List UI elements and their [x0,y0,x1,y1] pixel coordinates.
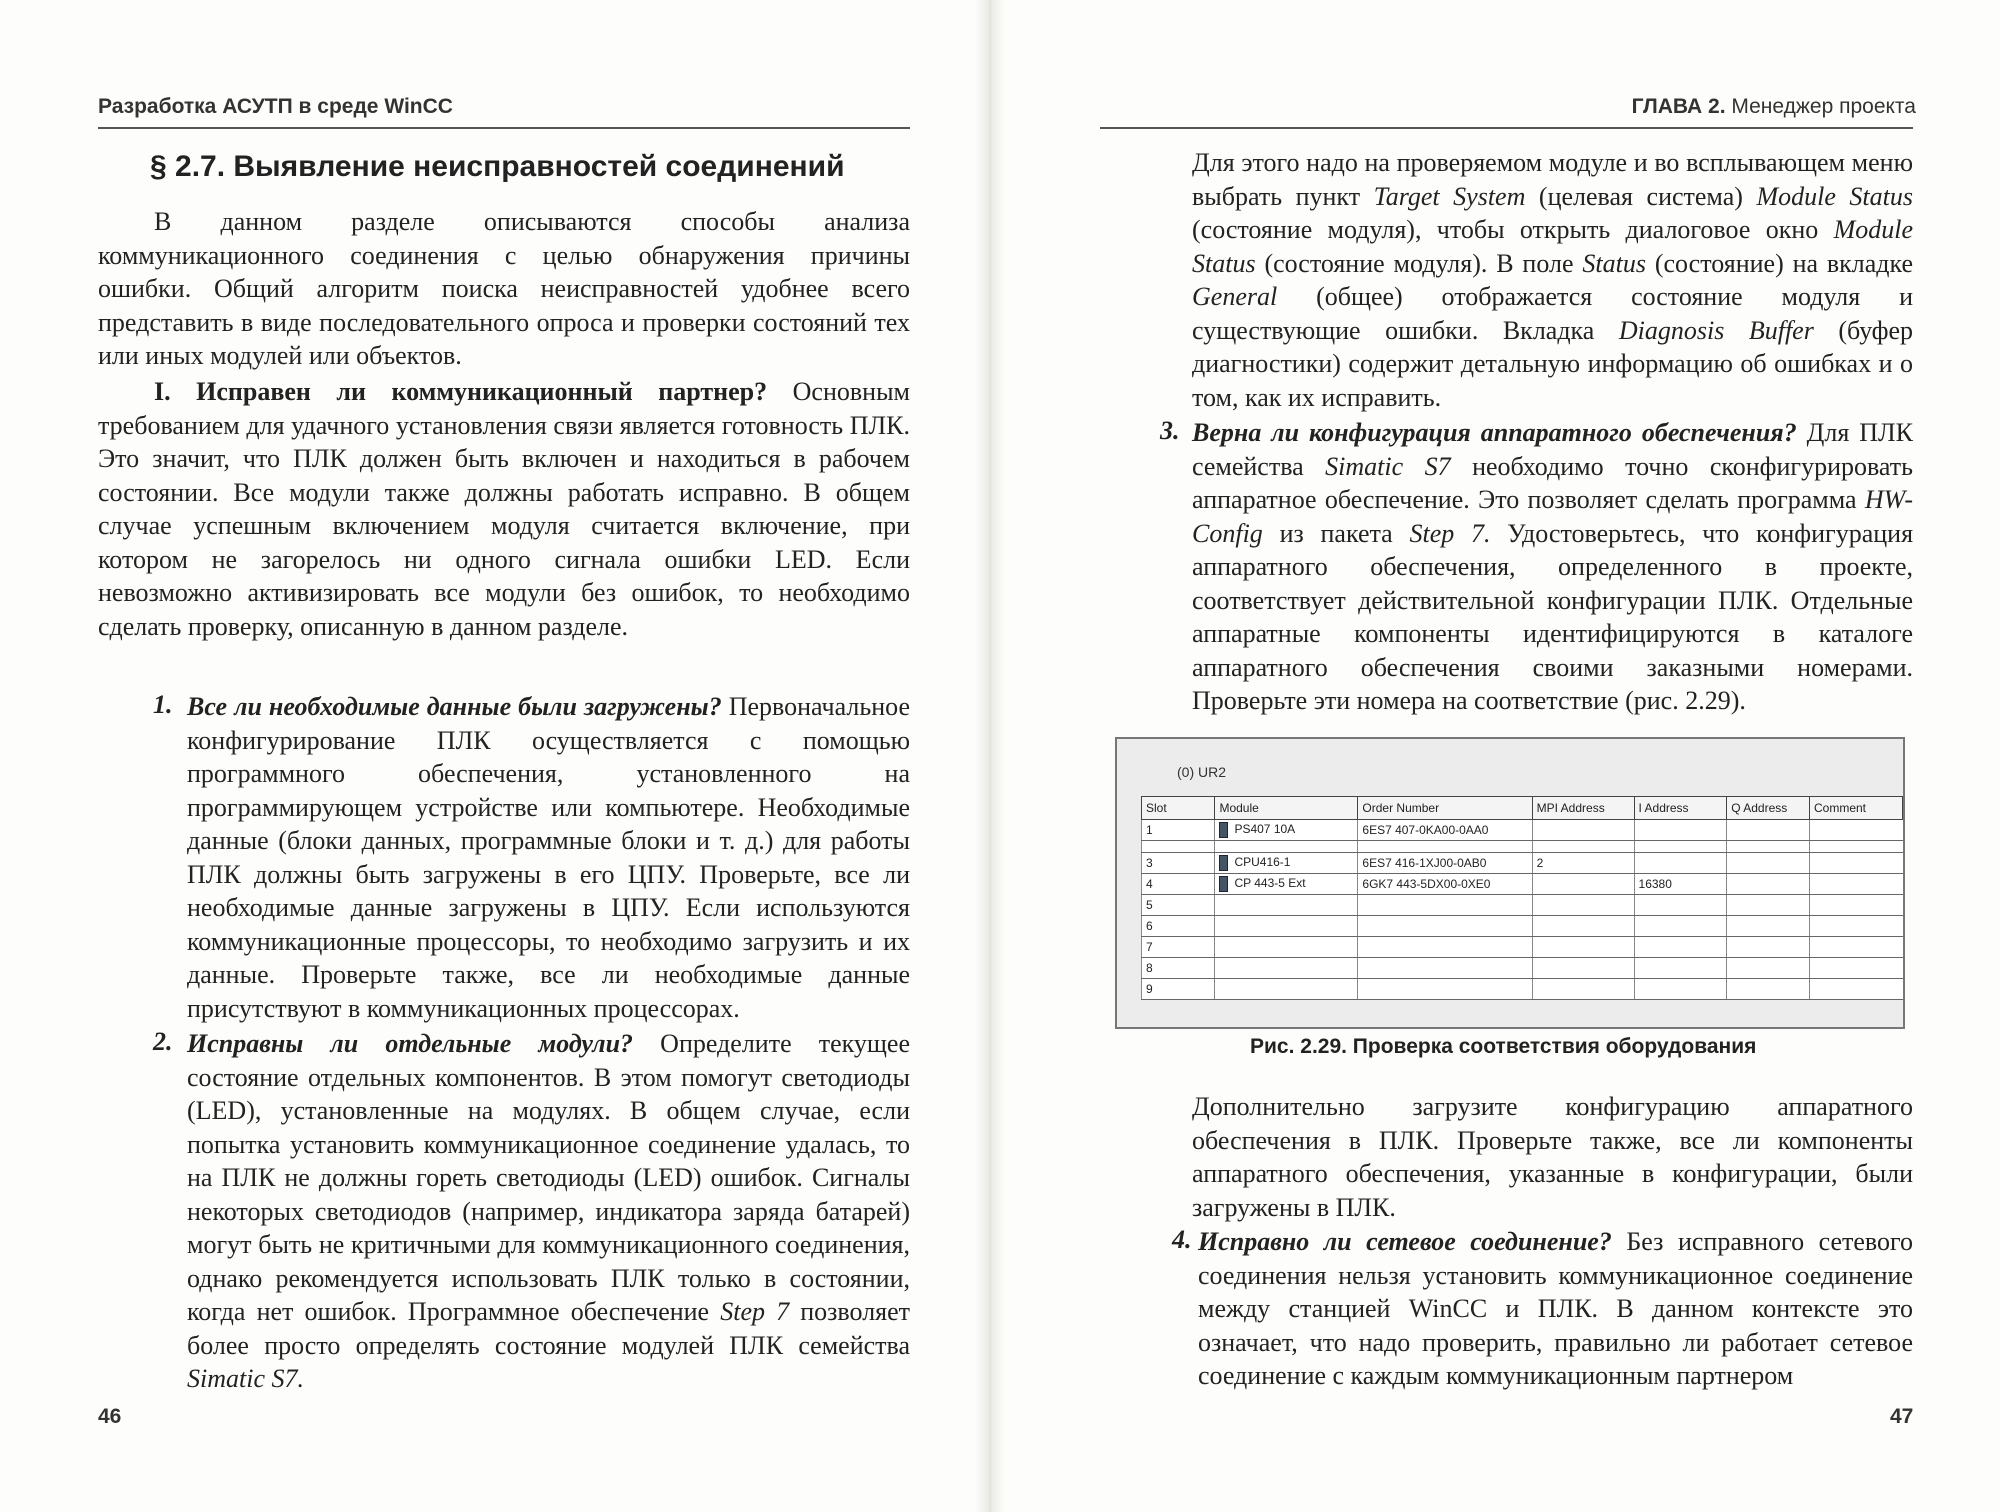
table-cell[interactable] [1215,937,1358,958]
table-cell[interactable] [1727,820,1810,841]
module-icon [1219,855,1228,871]
p1-target-system: Target System [1373,181,1526,211]
table-header-row [1142,797,1903,820]
cell-text: 6ES7 416-1XJ00-0AB0 [1362,856,1487,870]
cell-text: 7 [1146,940,1153,954]
cell-text: 8 [1146,961,1153,975]
item-2-simatic: Simatic S7. [187,1364,304,1393]
table-cell[interactable] [1215,820,1358,841]
cell-text: CP 443-5 Ext [1234,876,1306,891]
table-cell[interactable] [1142,937,1215,958]
right-running-head [1632,95,1916,119]
table-cell[interactable] [1809,979,1902,1000]
table-cell[interactable] [1358,874,1532,895]
item-2-lead: Исправны ли отдельные модули? [187,1029,634,1058]
item-3-number: 3. [1160,416,1180,445]
table-cell[interactable] [1532,958,1634,979]
table-cell[interactable] [1809,820,1902,841]
question-1-text: Основным требованием для удачного установления связи является готовность ПЛК. Это значит, что ПЛК должен быть включен и находиться в рабочем состоянии. Все модули также должны работать исправно. В общем случае успешным включением модуля считается включение, при котором не загорелось ни одного сигнала ошибки LED. Если невозможно активизировать все модули без ошибок, то необходимо сделать проверку, описанную в данном разделе. [98,377,910,641]
table-cell[interactable] [1142,979,1215,1000]
column-header[interactable]: Comment [1809,797,1902,820]
cell-text: 3 [1146,856,1153,870]
table-cell[interactable] [1358,937,1532,958]
table-cell[interactable] [1809,895,1902,916]
column-header[interactable]: Q Address [1727,797,1810,820]
table-cell[interactable] [1532,916,1634,937]
table-cell[interactable] [1358,958,1532,979]
table-cell[interactable] [1634,841,1727,853]
item-3-text-a: Для ПЛК семейства [1192,418,1913,481]
p1-text-c: (состояние модуля), чтобы открыть диалоговое окно [1192,215,1819,244]
item-4-number: 4. [1172,1225,1192,1254]
cell-text: 9 [1146,982,1153,996]
table-cell[interactable] [1215,979,1358,1000]
cell-text: 6GK7 443-5DX00-0XE0 [1362,877,1491,891]
cell-text: 16380 [1638,877,1672,891]
table-cell[interactable] [1532,937,1634,958]
table-cell[interactable] [1634,820,1727,841]
table-cell[interactable] [1358,895,1532,916]
table-cell[interactable] [1358,916,1532,937]
column-header[interactable]: Slot [1142,797,1215,820]
table-cell[interactable] [1142,958,1215,979]
running-head-title: Менеджер проекта [1731,95,1916,118]
figure-rack-title: (0) UR2 [1177,764,1227,780]
p1-text-b: (целевая система) [1538,181,1743,211]
table-cell[interactable] [1215,895,1358,916]
table-cell[interactable] [1727,979,1810,1000]
table-cell[interactable] [1809,874,1902,895]
column-header[interactable]: Module [1215,797,1358,820]
item-2-number: 2. [153,1027,173,1056]
table-cell[interactable] [1727,916,1810,937]
running-head-chapter: ГЛАВА 2. [1631,95,1726,118]
table-cell[interactable] [1809,937,1902,958]
column-header[interactable]: Order Number [1358,797,1532,820]
column-header[interactable]: MPI Address [1532,797,1634,820]
book-spine [975,0,1005,1512]
left-header-rule [98,127,910,129]
table-cell[interactable] [1215,874,1358,895]
cell-text: 2 [1536,856,1544,870]
module-icon [1219,822,1228,838]
table-cell[interactable] [1532,895,1634,916]
p1-general: General [1192,282,1278,311]
cell-text: CPU416-1 [1234,855,1291,870]
table-cell[interactable] [1809,958,1902,979]
item-1-paragraph [187,690,910,1025]
table-cell[interactable] [1215,853,1358,874]
table-cell[interactable] [1142,895,1215,916]
item-4-lead: Исправно ли сетевое соединение? [1198,1227,1612,1256]
cell-text: 5 [1146,898,1153,912]
table-row[interactable] [1142,841,1903,853]
item-3-paragraph [1192,416,1913,718]
p1-text-g: (буфер диагностики) содержит детальную информацию об ошибках и о том, как их исправить. [1192,315,1914,412]
item-1-lead: Все ли необходимые данные были загружены? [187,692,722,721]
item-3-text-c: из пакета [1279,518,1393,548]
table-cell[interactable] [1142,841,1215,853]
table-cell[interactable] [1634,979,1727,1000]
item-2-text-b: позволяет более просто определять состояние модулей ПЛК семейства [187,1297,911,1360]
table-row[interactable] [1142,853,1903,874]
cell-text: 6 [1146,919,1153,933]
question-1-lead: I. Исправен ли коммуникационный партнер? [154,377,768,406]
table-cell[interactable] [1809,841,1902,853]
table-row[interactable] [1142,820,1903,841]
page-number-right: 47 [1890,1405,1914,1428]
p1-text-a: Для этого надо на проверяемом модуле и во всплывающем меню выбрать пункт [1192,148,1913,211]
table-cell[interactable] [1727,937,1810,958]
page-number-left: 46 [98,1405,122,1428]
cell-text: 6ES7 407-0KA00-0AA0 [1362,823,1489,837]
table-cell[interactable] [1142,820,1215,841]
post-figure-paragraph: Дополнительно загрузите конфигурацию аппаратного обеспечения в ПЛК. Проверьте также, все ли компоненты аппаратного обеспечения, указанные в конфигурации, были загружены в ПЛК. [1192,1092,1913,1222]
cell-text: 1 [1146,823,1153,837]
table-cell[interactable] [1532,820,1634,841]
hw-config-table [1141,796,1903,1000]
item-2-paragraph [187,1027,910,1396]
table-cell[interactable] [1358,979,1532,1000]
table-cell[interactable] [1727,895,1810,916]
table-cell[interactable] [1727,958,1810,979]
table-row[interactable] [1142,895,1903,916]
table-cell[interactable] [1634,958,1727,979]
table-cell[interactable] [1727,874,1810,895]
cell-text: PS407 10A [1234,822,1296,837]
table-row[interactable] [1142,874,1903,895]
table-cell[interactable] [1634,916,1727,937]
table-cell[interactable] [1142,853,1215,874]
hw-config-figure [1115,737,1905,1029]
p1-text-f: (общее) отображается состояние модуля и существующие ошибки. Вкладка [1192,282,1914,345]
item-4-paragraph [1198,1225,1913,1393]
table-cell[interactable] [1634,895,1727,916]
right-continuation-paragraph [1192,146,1913,414]
column-header[interactable]: I Address [1634,797,1727,820]
p1-status: Status [1582,248,1646,278]
table-cell[interactable] [1634,937,1727,958]
table-cell[interactable] [1634,874,1727,895]
module-icon [1219,876,1228,892]
item-2-text-a: Определите текущее состояние отдельных компонентов. В этом помогут светодиоды (LED), установленные на модулях. В общем случае, если попытка установить коммуникационное соединение удалась, то на ПЛК не должны гореть светодиоды (LED) ошибок. Сигналы некоторых светодиодов (например, индикатора заряда батарей) могут быть не критичными для коммуникационного соединения, однако рекомендуется использовать ПЛК только в состоянии, когда нет ошибок. Программное обеспечение [187,1029,911,1326]
item-1-number: 1. [153,690,173,719]
table-cell[interactable] [1215,916,1358,937]
item-4-text: Без исправного сетевого соединения нельзя установить коммуникационное соединение между станцией WinCC и ПЛК. В данном контексте это означает, что надо проверить, правильно ли работает сетевое соединение с каждым коммуникационным партнером [1198,1227,1914,1390]
section-title: § 2.7. Выявление неисправностей соединений [150,150,845,183]
item-1-text: Первоначальное конфигурирование ПЛК осуществляется с помощью программного обеспечения, установленного на программирующем устройстве или компьютере. Необходимые данные (блоки данных, программные блоки и т. д.) для работы ПЛК должны быть загружены в его ЦПУ. Проверьте, все ли необходимые данные загружены в ЦПУ. Если используются коммуникационные процессоры, то необходимо загрузить и их данные. Проверьте также, все ли необходимые данные присутствуют в коммуникационных процессорах. [187,692,910,1023]
intro-paragraph: В данном разделе описываются способы анализа коммуникационного соединения с целью обнаружения причины ошибки. Общий алгоритм поиска неисправностей удобнее всего представить в виде последовательного опроса и проверки состояний тех или иных модулей или объектов. [98,207,910,370]
table-row[interactable] [1142,958,1903,979]
table-cell[interactable] [1142,916,1215,937]
table-row[interactable] [1142,916,1903,937]
table-row[interactable] [1142,937,1903,958]
p1-module-status-2: Module Status [1192,215,1914,278]
table-cell[interactable] [1532,853,1634,874]
table-cell[interactable] [1358,820,1532,841]
item-3-step7: Step 7. [1409,518,1491,548]
p1-module-status: Module Status [1756,181,1913,211]
table-cell[interactable] [1727,841,1810,853]
table-cell[interactable] [1358,841,1532,853]
p1-diagnosis-buffer: Diagnosis Buffer [1618,315,1814,345]
cell-text: 4 [1146,877,1153,891]
table-cell[interactable] [1215,841,1358,853]
p1-text-d: (состояние модуля). В поле [1264,248,1574,278]
table-cell[interactable] [1358,853,1532,874]
table-cell[interactable] [1215,958,1358,979]
item-3-lead: Верна ли конфигурация аппаратного обеспечения? [1192,418,1797,447]
table-cell[interactable] [1532,841,1634,853]
table-cell[interactable] [1532,979,1634,1000]
left-running-head: Разработка АСУТП в среде WinCC [98,95,453,118]
table-body [1142,820,1903,1000]
table-cell[interactable] [1809,853,1902,874]
item-3-text-d: Удостоверьтесь, что конфигурация аппаратного обеспечения, определенного в проекте, соответствует действительной конфигурации ПЛК. Отдельные аппаратные компоненты идентифицируются в каталоге аппаратного обеспечения своими заказными номерами. Проверьте эти номера на соответствие (рис. 2.29). [1192,518,1914,715]
question-1-paragraph [98,375,910,643]
table-cell[interactable] [1142,874,1215,895]
item-3-hw-config: HW-Config [1192,485,1914,548]
table-cell[interactable] [1809,916,1902,937]
table-cell[interactable] [1532,874,1634,895]
item-3-simatic: Simatic S7 [1325,451,1451,481]
table-cell[interactable] [1727,853,1810,874]
table-row[interactable] [1142,979,1903,1000]
figure-caption: Рис. 2.29. Проверка соответствия оборудования [1250,1035,1757,1058]
table-cell[interactable] [1634,853,1727,874]
right-header-rule [1100,127,1913,129]
item-2-step7: Step 7 [720,1297,790,1326]
item-3-text-b: необходимо точно сконфигурировать аппаратное обеспечение. Это позволяет сделать программа [1192,451,1914,514]
p1-text-e: (состояние) на вкладке [1654,248,1914,278]
